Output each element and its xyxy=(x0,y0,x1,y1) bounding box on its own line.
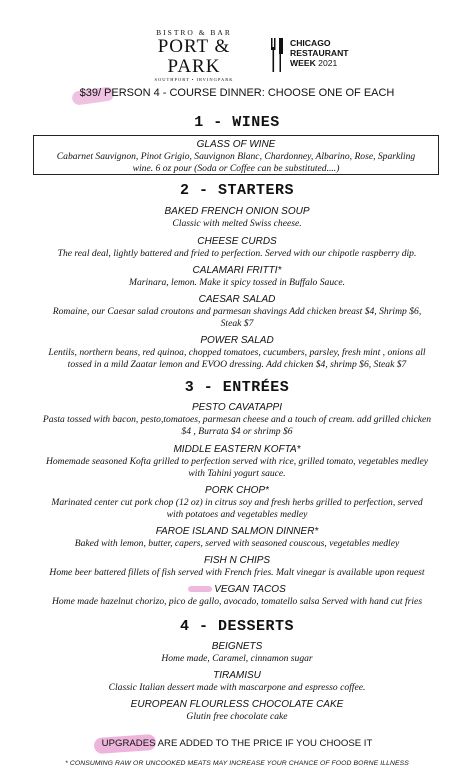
section-title-wines: 1 - WINES xyxy=(194,114,280,131)
item-desc: Romaine, our Caesar salad croutons and parmesan shavings Add chicken breast $4, Shrimp $6, xyxy=(52,306,422,317)
wine-name: GLASS OF WINE xyxy=(196,139,276,150)
header xyxy=(0,22,474,82)
menu-item xyxy=(30,335,444,370)
item-desc: Home made hazelnut chorizo, pico de gallo, avocado, tomatello salsa Served with hand cut fries xyxy=(51,596,423,607)
wine-desc-2: wine. 6 oz pour (Soda or Coffee can be substituted....) xyxy=(132,162,340,174)
item-desc: The real deal, lightly battered and fried to perfection. Served with our chipotle raspberry dip. xyxy=(57,248,417,259)
logo-sub: SOUTHPORT • IRVINGPARK xyxy=(154,77,234,82)
menu-item xyxy=(30,584,444,608)
event-line-3: WEEK xyxy=(290,58,316,68)
item-name: FISH N CHIPS xyxy=(203,555,271,566)
fork-knife-icon xyxy=(270,38,284,72)
menu-item xyxy=(30,485,444,520)
item-desc: Baked with lemon, butter, capers, served with seasoned couscous, vegetables medley xyxy=(74,538,400,549)
item-desc: Lentils, northern beans, red quinoa, chopped tomatoes, cucumbers, parsley, fresh mint , onions all xyxy=(48,347,426,358)
item-name: CHEESE CURDS xyxy=(197,236,277,247)
menu-item xyxy=(30,265,444,289)
item-desc: Home made, Caramel, cinnamon sugar xyxy=(161,653,313,664)
item-name: BAKED FRENCH ONION SOUP xyxy=(164,206,310,217)
item-desc: with Tahini yogurt sauce. xyxy=(188,467,286,479)
menu-item xyxy=(30,402,444,437)
menu-item xyxy=(30,294,444,329)
item-desc: with potatoes and vegetables medley xyxy=(166,508,308,520)
item-desc: $4 , Burrata $4 or shrimp $6 xyxy=(181,425,293,437)
menu-item xyxy=(30,206,444,230)
section-title-entrees: 3 - ENTRÉES xyxy=(184,379,290,396)
menu-item xyxy=(30,555,444,579)
item-desc: tossed in a mild Zaatar lemon and EVOO dressing. Add chicken $4, shrimp $6, Steak $7 xyxy=(67,358,407,370)
restaurant-logo xyxy=(134,28,254,82)
section-title-desserts: 4 - DESSERTS xyxy=(179,618,295,635)
event-line-1: CHICAGO xyxy=(290,38,331,48)
menu-item xyxy=(30,641,444,665)
item-name: MIDDLE EASTERN KOFTA* xyxy=(173,444,301,455)
item-desc: Marinara, lemon. Make it spicy tossed in Buffalo Sauce. xyxy=(128,277,346,288)
menu-item xyxy=(30,444,444,479)
section-title-starters: 2 - STARTERS xyxy=(179,182,295,199)
item-desc: Glutin free chocolate cake xyxy=(186,711,288,722)
item-desc: Home beer battered fillets of fish served with French fries. Malt vinegar is available upon request xyxy=(49,567,425,578)
item-desc: Homemade seasoned Kofta grilled to perfection served with rice, grilled tomato, vegetables medley xyxy=(45,456,429,467)
menu-item xyxy=(30,526,444,550)
item-desc: Classic Italian dessert made with mascarpone and espresso coffee. xyxy=(108,682,366,693)
item-name: CALAMARI FRITTI* xyxy=(192,265,282,276)
upgrades-note xyxy=(0,738,474,749)
item-name: POWER SALAD xyxy=(200,335,274,346)
wine-desc-1: Cabarnet Sauvignon, Pinot Grigio, Sauvignon Blanc, Chardonney, Albarino, Rose, Sparkling xyxy=(56,151,416,162)
wine-box xyxy=(33,135,439,175)
item-desc: Pasta tossed with bacon, pesto,tomatoes, parmesan cheese and a touch of cream. add grilled chicken xyxy=(42,414,432,425)
highlight-swoosh xyxy=(188,586,212,592)
item-name: EUROPEAN FLOURLESS CHOCOLATE CAKE xyxy=(130,699,344,710)
item-desc: Classic with melted Swiss cheese. xyxy=(172,218,302,229)
menu-item xyxy=(30,236,444,260)
event-line-2: RESTAURANT xyxy=(290,48,349,58)
logo-top: BISTRO & BAR xyxy=(156,28,232,37)
item-name: VEGAN TACOS xyxy=(214,584,286,595)
logo-main: PORT & PARK xyxy=(157,36,231,77)
restaurant-week-logo xyxy=(270,38,349,72)
item-name: FAROE ISLAND SALMON DINNER* xyxy=(155,526,319,537)
item-name: BEIGNETS xyxy=(211,641,263,652)
food-safety-note: * CONSUMING RAW OR UNCOOKED MEATS MAY INCREASE YOUR CHANCE OF FOOD BORNE ILLNESS xyxy=(65,760,409,767)
item-name: CAESAR SALAD xyxy=(198,294,276,305)
price-line: $39/ PERSON 4 - COURSE DINNER: CHOOSE ONE OF EACH xyxy=(79,87,395,99)
item-name: TIRAMISU xyxy=(213,670,261,681)
menu-item xyxy=(30,670,444,694)
menu-item xyxy=(30,699,444,723)
upgrades-highlight: UPGRADES xyxy=(101,738,156,749)
item-name-container xyxy=(30,584,444,596)
upgrades-rest: ARE ADDED TO THE PRICE IF YOU CHOOSE IT xyxy=(155,738,373,749)
price-line-container xyxy=(0,87,474,99)
item-name: PORK CHOP* xyxy=(205,485,269,496)
item-name: PESTO CAVATAPPI xyxy=(191,402,283,413)
event-year: 2021 xyxy=(318,58,338,68)
item-desc: Steak $7 xyxy=(220,317,254,329)
item-desc: Marinated center cut pork chop (12 oz) in citrus soy and fresh herbs grilled to perfection, served xyxy=(51,497,423,508)
